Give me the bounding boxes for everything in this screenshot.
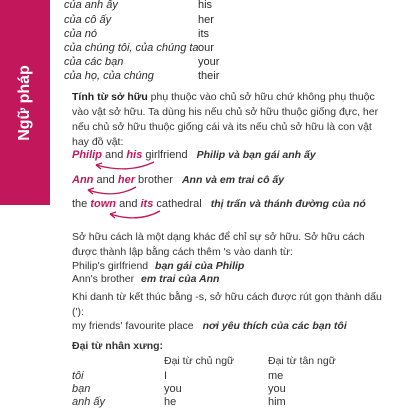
possessive-row: của các bạn your <box>64 56 220 68</box>
pronoun-row-object: you <box>268 383 286 395</box>
subject-pronoun-header: Đại từ chủ ngữ <box>164 355 235 367</box>
pronoun-row-vi: bạn <box>72 383 91 395</box>
reference-arrow <box>84 160 164 174</box>
grammar-side-tab <box>0 0 50 205</box>
object-pronoun-header: Đại từ tân ngữ <box>268 355 336 367</box>
pronoun-row-subject: he <box>164 396 177 408</box>
possessive-adjective-paragraph: Tính từ sở hữu phụ thuộc vào chủ sở hữu chứ không phụ thuộc vào vật sở hữu. Ta dùng his nếu chủ sở hữu thuộc giống đực, her nếu chủ sở hữu thuộc giống cái và its nếu chủ sở hữu là con vật hay đồ vật: <box>72 91 379 148</box>
example-philips-girlfriend: Philip's girlfriend bạn gái của Philip <box>72 260 245 272</box>
pronoun-table-title: Đại từ nhân xưng: <box>72 340 164 352</box>
example-town: the town and its cathedral thị trấn và thánh đường của nó <box>72 198 366 210</box>
possessive-row: của họ, của chúng their <box>64 70 220 82</box>
example-philip: Philip and his girlfriend Philip và bạn gái anh ấy <box>72 149 316 161</box>
pronoun-row-vi: tôi <box>72 370 84 382</box>
possessive-row: của chúng tôi, của chúng ta our <box>64 42 214 54</box>
possessive-row: của anh ấy his <box>64 0 213 11</box>
pronoun-row-object: him <box>268 396 286 408</box>
side-tab-label: Ngữ pháp <box>16 65 34 141</box>
pronoun-row-subject: I <box>164 370 168 382</box>
reference-arrow <box>80 185 146 199</box>
possessive-row: của cô ấy her <box>64 14 214 26</box>
example-friends-place: my friends' favourite place nơi yêu thích của các bạn tôi <box>72 320 347 332</box>
pronoun-row-object: me <box>268 370 284 382</box>
genitive-paragraph: Sở hữu cách là một dạng khác để chỉ sự sở hữu. Sở hữu cách được thành lập bằng cách thêm 's vào danh từ: <box>72 231 365 258</box>
example-anns-brother: Ann's brother em trai của Ann <box>72 273 220 285</box>
pronoun-row-vi: anh ấy <box>72 396 106 408</box>
pronoun-row-subject: you <box>164 383 182 395</box>
plural-genitive-paragraph: Khi danh từ kết thúc bằng -s, sở hữu cách được rút gọn thành dấu ('): <box>72 291 382 318</box>
reference-arrow <box>100 209 170 223</box>
possessive-row: của nó its <box>64 28 209 40</box>
example-ann: Ann and her brother Ann và em trai cô ấy <box>72 174 285 186</box>
